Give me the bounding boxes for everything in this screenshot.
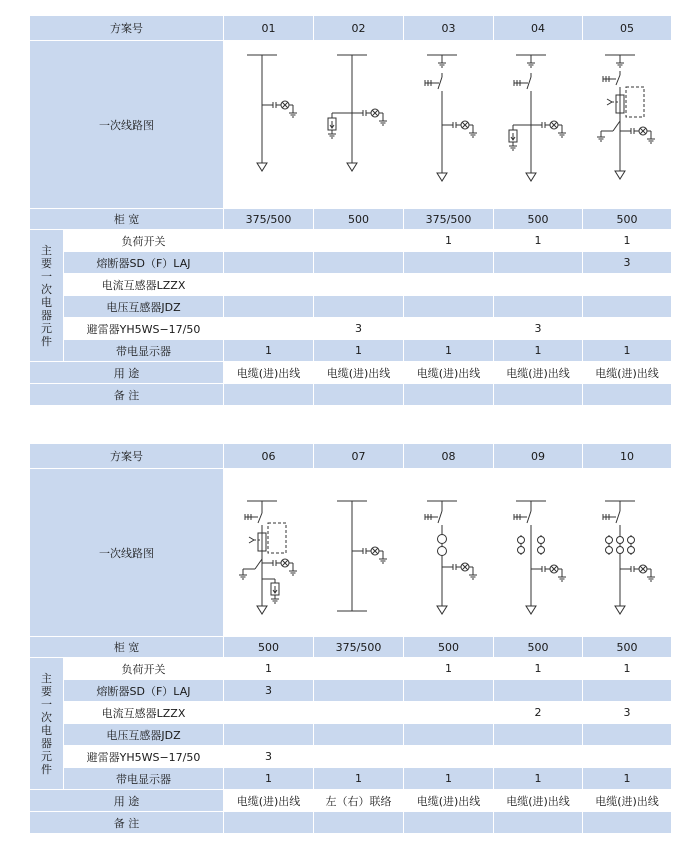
remarks-value — [494, 812, 583, 834]
usage-value: 左（右）联络 — [314, 790, 404, 812]
component-value — [404, 252, 494, 274]
component-value — [224, 724, 314, 746]
diagram-label: 一次线路图 — [30, 469, 224, 637]
circuit-diagram-01 — [224, 41, 314, 209]
cabinet-width-label: 柜 宽 — [30, 209, 224, 230]
component-value — [404, 680, 494, 702]
circuit-diagram-03-icon — [405, 43, 493, 207]
circuit-diagram-04-icon — [494, 43, 582, 207]
diagram-label: 一次线路图 — [30, 41, 224, 209]
component-value — [494, 746, 583, 768]
circuit-diagram-02 — [314, 41, 404, 209]
component-value: 3 — [583, 252, 672, 274]
component-row — [30, 230, 672, 252]
usage-value: 电缆(进)出线 — [583, 790, 672, 812]
component-value — [404, 702, 494, 724]
scheme-number: 05 — [583, 16, 672, 41]
usage-value: 电缆(进)出线 — [404, 362, 494, 384]
circuit-diagram-05-icon — [583, 43, 671, 207]
component-value — [314, 746, 404, 768]
diagram-row — [30, 41, 672, 209]
component-value — [314, 658, 404, 680]
component-value: 1 — [404, 658, 494, 680]
circuit-diagram-09 — [494, 469, 583, 637]
component-value: 1 — [494, 768, 583, 790]
scheme-header-label: 方案号 — [30, 444, 224, 469]
remarks-value — [314, 384, 404, 406]
component-name: 熔断器SD（F）LAJ — [64, 680, 224, 702]
component-row — [30, 658, 672, 680]
remarks-value — [224, 812, 314, 834]
component-value: 3 — [314, 318, 404, 340]
circuit-diagram-06 — [224, 469, 314, 637]
component-row — [30, 768, 672, 790]
component-name: 避雷器YH5WS−17/50 — [64, 746, 224, 768]
component-value — [494, 274, 583, 296]
component-value — [494, 680, 583, 702]
remarks-value — [404, 812, 494, 834]
cabinet-width-label: 柜 宽 — [30, 637, 224, 658]
component-name: 电压互感器JDZ — [64, 724, 224, 746]
circuit-diagram-03 — [404, 41, 494, 209]
component-name: 带电显示器 — [64, 768, 224, 790]
component-row — [30, 274, 672, 296]
component-value — [404, 318, 494, 340]
component-value: 1 — [404, 340, 494, 362]
component-value — [224, 318, 314, 340]
component-value: 1 — [404, 768, 494, 790]
component-value — [583, 296, 672, 318]
component-row — [30, 746, 672, 768]
remarks-label: 备 注 — [30, 384, 224, 406]
component-value: 1 — [494, 658, 583, 680]
usage-value: 电缆(进)出线 — [314, 362, 404, 384]
scheme-number: 06 — [224, 444, 314, 469]
diagram-row — [30, 469, 672, 637]
component-value: 3 — [224, 746, 314, 768]
circuit-diagram-02-icon — [315, 43, 403, 207]
circuit-diagram-07-icon — [315, 471, 403, 635]
scheme-number: 03 — [404, 16, 494, 41]
circuit-diagram-01-icon — [225, 43, 313, 207]
usage-label: 用 途 — [30, 362, 224, 384]
scheme-number: 07 — [314, 444, 404, 469]
remarks-row — [30, 384, 672, 406]
scheme-table-1 — [29, 15, 672, 406]
component-value: 3 — [583, 702, 672, 724]
cabinet-width-value: 500 — [494, 209, 583, 230]
component-row — [30, 340, 672, 362]
component-value: 1 — [583, 340, 672, 362]
component-row — [30, 724, 672, 746]
component-value — [494, 724, 583, 746]
component-value: 1 — [224, 658, 314, 680]
component-name: 熔断器SD（F）LAJ — [64, 252, 224, 274]
component-name: 负荷开关 — [64, 230, 224, 252]
usage-row — [30, 362, 672, 384]
component-value: 1 — [224, 340, 314, 362]
component-value — [224, 274, 314, 296]
component-value — [583, 680, 672, 702]
component-name: 电压互感器JDZ — [64, 296, 224, 318]
usage-value: 电缆(进)出线 — [494, 790, 583, 812]
component-value — [224, 702, 314, 724]
cabinet-width-value: 500 — [224, 637, 314, 658]
component-value: 1 — [494, 230, 583, 252]
main-components-group-label: 主 要 一 次 电 器 元 件 — [30, 658, 64, 790]
header-row — [30, 444, 672, 469]
component-value — [404, 746, 494, 768]
component-value — [404, 724, 494, 746]
component-name: 电流互感器LZZX — [64, 274, 224, 296]
main-components-group-label: 主 要 一 次 电 器 元 件 — [30, 230, 64, 362]
component-value — [583, 274, 672, 296]
component-row — [30, 296, 672, 318]
scheme-number: 04 — [494, 16, 583, 41]
component-value — [314, 252, 404, 274]
cabinet-width-value: 500 — [314, 209, 404, 230]
component-value: 2 — [494, 702, 583, 724]
scheme-number: 01 — [224, 16, 314, 41]
cabinet-width-row — [30, 209, 672, 230]
component-row — [30, 318, 672, 340]
usage-value: 电缆(进)出线 — [494, 362, 583, 384]
component-value: 1 — [494, 340, 583, 362]
component-value — [314, 724, 404, 746]
component-value: 3 — [224, 680, 314, 702]
remarks-value — [224, 384, 314, 406]
scheme-number: 02 — [314, 16, 404, 41]
header-row — [30, 16, 672, 41]
scheme-table-2 — [29, 443, 672, 834]
usage-value: 电缆(进)出线 — [224, 790, 314, 812]
remarks-row — [30, 812, 672, 834]
usage-value: 电缆(进)出线 — [224, 362, 314, 384]
cabinet-width-value: 500 — [494, 637, 583, 658]
scheme-number: 09 — [494, 444, 583, 469]
component-value — [314, 680, 404, 702]
circuit-diagram-08 — [404, 469, 494, 637]
cabinet-width-value: 375/500 — [404, 209, 494, 230]
remarks-value — [583, 384, 672, 406]
circuit-diagram-08-icon — [405, 471, 493, 635]
component-value — [314, 296, 404, 318]
component-name: 负荷开关 — [64, 658, 224, 680]
scheme-header-label: 方案号 — [30, 16, 224, 41]
circuit-diagram-10-icon — [583, 471, 671, 635]
component-value — [314, 274, 404, 296]
component-value — [494, 252, 583, 274]
component-value — [404, 296, 494, 318]
component-value — [314, 702, 404, 724]
cabinet-width-value: 500 — [404, 637, 494, 658]
circuit-diagram-10 — [583, 469, 672, 637]
component-row — [30, 680, 672, 702]
scheme-number: 10 — [583, 444, 672, 469]
component-value: 1 — [404, 230, 494, 252]
circuit-diagram-06-icon — [225, 471, 313, 635]
component-value: 1 — [583, 230, 672, 252]
cabinet-width-value: 500 — [583, 637, 672, 658]
component-row — [30, 252, 672, 274]
cabinet-width-value: 375/500 — [314, 637, 404, 658]
component-value — [224, 252, 314, 274]
component-value: 3 — [494, 318, 583, 340]
component-value: 1 — [314, 768, 404, 790]
component-value: 1 — [314, 340, 404, 362]
usage-value: 电缆(进)出线 — [583, 362, 672, 384]
component-value — [224, 296, 314, 318]
circuit-diagram-09-icon — [494, 471, 582, 635]
circuit-diagram-05 — [583, 41, 672, 209]
remarks-value — [494, 384, 583, 406]
component-name: 电流互感器LZZX — [64, 702, 224, 724]
component-value: 1 — [583, 768, 672, 790]
component-value — [583, 318, 672, 340]
cabinet-width-row — [30, 637, 672, 658]
component-value — [314, 230, 404, 252]
circuit-diagram-07 — [314, 469, 404, 637]
usage-value: 电缆(进)出线 — [404, 790, 494, 812]
scheme-number: 08 — [404, 444, 494, 469]
remarks-value — [314, 812, 404, 834]
cabinet-width-value: 500 — [583, 209, 672, 230]
component-value — [494, 296, 583, 318]
remarks-value — [404, 384, 494, 406]
circuit-diagram-04 — [494, 41, 583, 209]
component-value — [404, 274, 494, 296]
usage-row — [30, 790, 672, 812]
cabinet-width-value: 375/500 — [224, 209, 314, 230]
remarks-label: 备 注 — [30, 812, 224, 834]
remarks-value — [583, 812, 672, 834]
component-value: 1 — [224, 768, 314, 790]
component-value: 1 — [583, 658, 672, 680]
component-value — [583, 746, 672, 768]
usage-label: 用 途 — [30, 790, 224, 812]
component-value — [224, 230, 314, 252]
component-name: 带电显示器 — [64, 340, 224, 362]
component-row — [30, 702, 672, 724]
component-value — [583, 724, 672, 746]
component-name: 避雷器YH5WS−17/50 — [64, 318, 224, 340]
